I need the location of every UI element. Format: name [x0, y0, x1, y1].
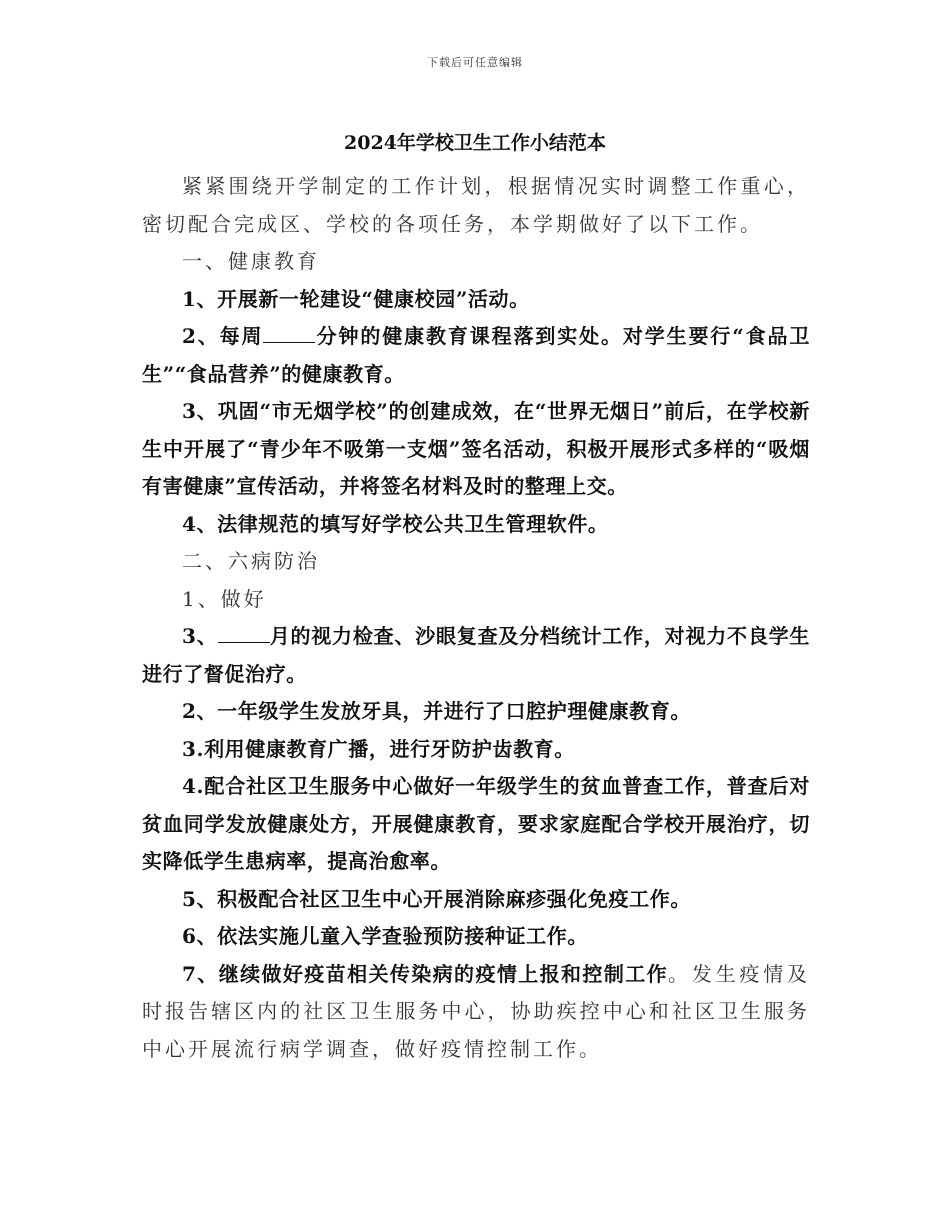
document-title: 2024年学校卫生工作小结范本 [344, 132, 606, 154]
prevention-item-7 [142, 956, 810, 1069]
prevention-item-3 [142, 618, 810, 693]
section-heading-disease-prevention: 二、六病防治 [182, 549, 320, 573]
prevention-item-7-rest: 。发生疫情及时报告辖区内的社区卫生服务中心，协助疾控中心和社区卫生服务中心开展流行病学调查，做好疫情控制工作。 [142, 961, 811, 1061]
health-item-2 [142, 318, 810, 393]
fill-in-blank [263, 326, 315, 343]
health-item-2-suffix: 分钟的健康教育课程落到实处。对学生要行“食品卫生”“食品营养”的健康教育。 [142, 324, 810, 386]
document-body [142, 168, 810, 1068]
health-item-2-prefix: 2、每周 [182, 324, 264, 348]
fill-in-blank [218, 626, 270, 643]
prevention-item-3-prefix: 3、 [182, 624, 218, 648]
prevention-item-3-suffix: 月的视力检查、沙眼复查及分档统计工作，对视力不良学生进行了督促治疗。 [142, 624, 810, 686]
prevention-item-4: 4.配合社区卫生服务中心做好一年级学生的贫血普查工作，普查后对贫血同学发放健康处方，开展健康教育，要求家庭配合学校开展治疗，切实降低学生患病率，提高治愈率。 [142, 774, 810, 873]
prevention-item-3b: 3.利用健康教育广播，进行牙防护齿教育。 [182, 736, 575, 761]
section-heading-health-education: 一、健康教育 [182, 249, 320, 273]
health-item-4: 4、法律规范的填写好学校公共卫生管理软件。 [182, 511, 609, 536]
health-item-3: 3、巩固“市无烟学校”的创建成效，在“世界无烟日”前后，在学校新生中开展了“青少年不吸第一支烟”签名活动，积极开展形式多样的“吸烟有害健康”宣传活动，并将签名材料及时的整理上交。 [142, 399, 810, 498]
header-note: 下载后可任意编辑 [427, 56, 523, 69]
prevention-item-6: 6、依法实施儿童入学查验预防接种证工作。 [182, 924, 588, 948]
prevention-item-7-bold: 7、继续做好疫苗相关传染病的疫情上报和控制工作 [182, 961, 669, 986]
health-item-1: 1、开展新一轮建设“健康校园”活动。 [182, 286, 530, 311]
prevention-item-1: 1、做好 [182, 586, 267, 611]
prevention-item-5: 5、积极配合社区卫生中心开展消除麻疹强化免疫工作。 [182, 886, 691, 911]
prevention-item-2: 2、一年级学生发放牙具，并进行了口腔护理健康教育。 [182, 699, 691, 723]
intro-paragraph: 紧紧围绕开学制定的工作计划，根据情况实时调整工作重心，密切配合完成区、学校的各项任务，本学期做好了以下工作。 [142, 174, 810, 236]
